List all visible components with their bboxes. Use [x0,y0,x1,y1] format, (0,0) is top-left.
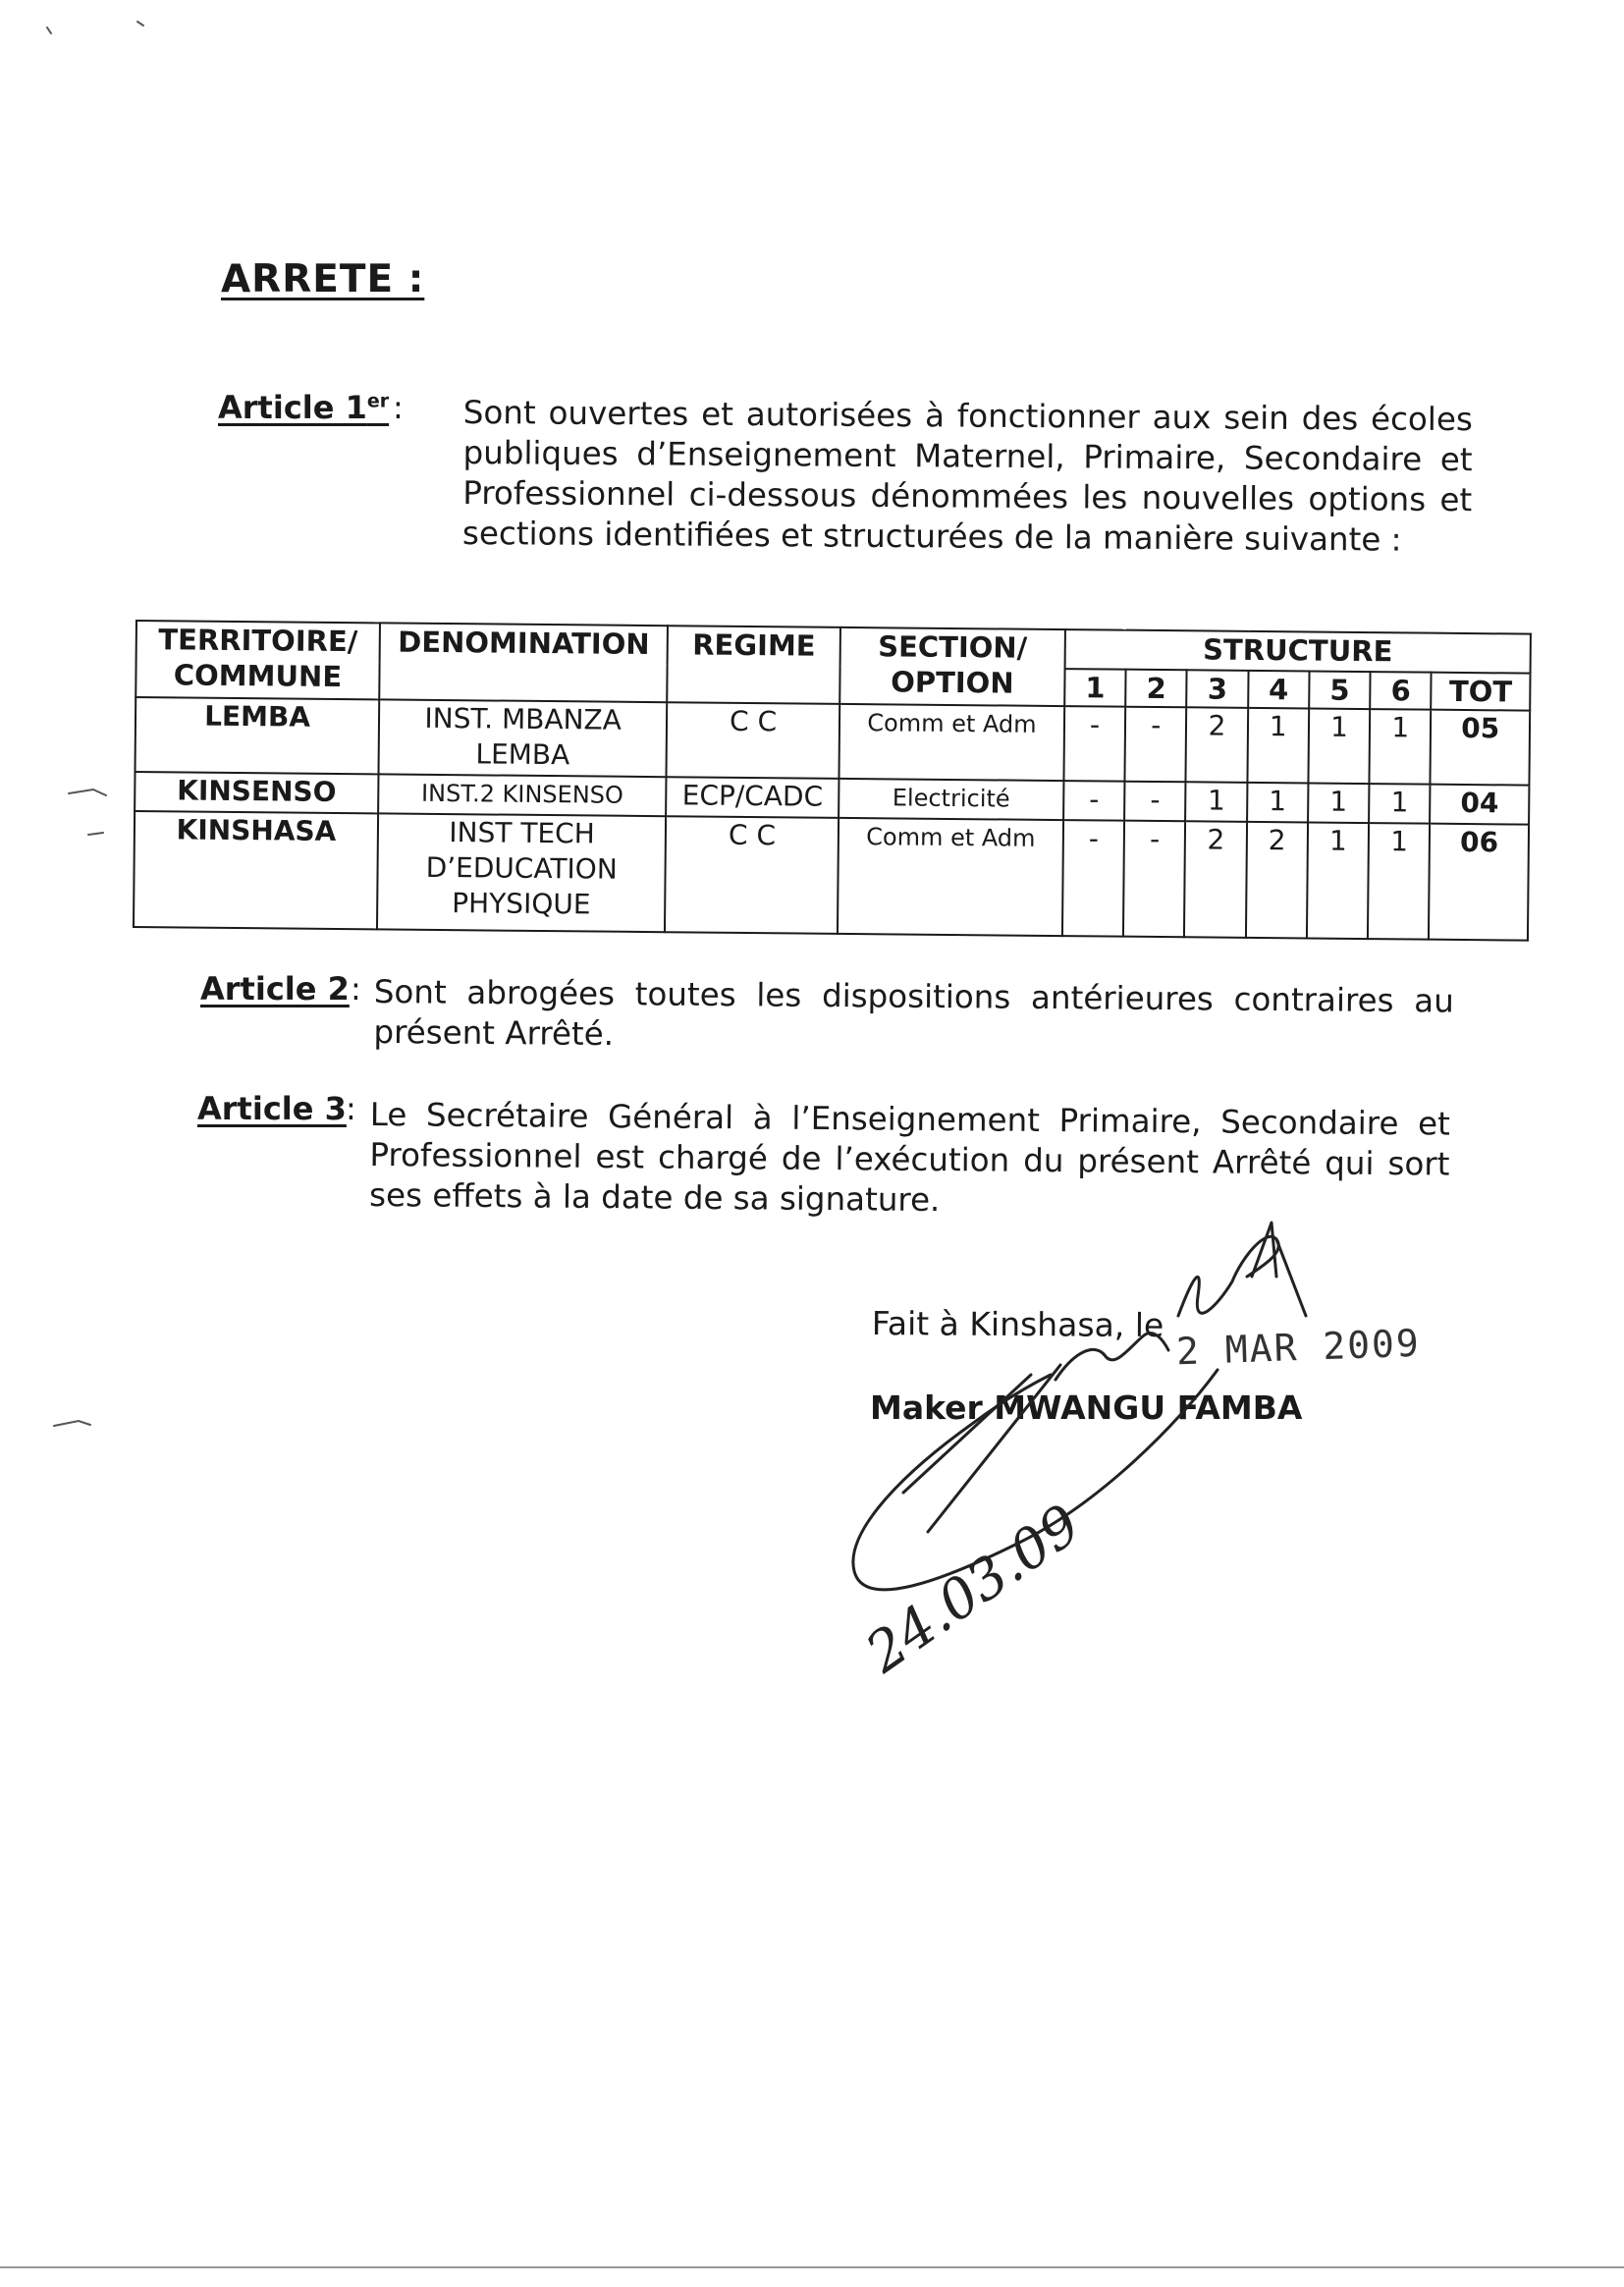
cell-c3: 2 [1184,821,1246,938]
handwritten-date: 24.03.09 [854,1493,1093,1686]
header-col-5: 5 [1309,671,1371,709]
structure-table [133,620,1532,942]
cell-regime: ECP/CADC [666,777,839,818]
cell-denomination: INST TECH D’EDUCATION PHYSIQUE [377,813,666,932]
cell-section: Comm et Adm [839,704,1064,781]
page-title: ARRETE : [221,257,425,301]
cell-tot: 06 [1429,824,1529,941]
cell-territoire: KINSENSO [135,772,378,813]
cell-c2: - [1125,707,1187,783]
header-col-1: 1 [1064,669,1126,707]
signer-name: Maker MWANGU FAMBA [870,1389,1303,1427]
header-regime: REGIME [667,626,839,704]
article-1-text: Sont ouvertes et autorisées à fonctionner aux sein des écoles publiques d’Enseignement Maternel, Primaire, Secondaire et Professionnel ci-dessous dénommées les nouvelles options et sections identifiées et structurées de la manière suivante : [461,393,1473,559]
cell-c4: 2 [1246,822,1308,939]
cell-c5: 1 [1308,783,1370,823]
cell-c4: 1 [1247,783,1309,823]
header-territoire: TERRITOIRE/ COMMUNE [135,621,380,699]
place-date-line: Fait à Kinshasa, le [871,1304,1164,1345]
cell-regime: C C [665,816,839,934]
article-2-label: Article 2 [200,970,350,1007]
cell-c1: - [1063,706,1125,782]
article-3-colon: : [346,1090,356,1127]
header-section-option: SECTION/ OPTION [839,627,1065,706]
header-col-4: 4 [1248,671,1310,709]
cell-c6: 1 [1368,823,1430,940]
cell-denomination: INST. MBANZA LEMBA [379,699,668,777]
cell-c6: 1 [1369,784,1431,824]
cell-c5: 1 [1308,708,1370,784]
table-row [134,811,1529,941]
cell-c2: - [1124,782,1186,822]
cell-c3: 2 [1186,707,1248,783]
cell-tot: 05 [1431,710,1530,786]
cell-regime: C C [667,702,839,779]
header-col-6: 6 [1370,672,1432,710]
article-1-label [218,389,389,426]
article-1-colon: : [393,389,404,426]
scan-edge-line [0,2266,1624,2268]
header-denomination: DENOMINATION [379,623,668,702]
article-3-text: Le Secrétaire Général à l’Enseignement Primaire, Secondaire et Professionnel est chargé de l’exécution du présent Arrêté qui sort ses effets à la date de sa signature. [368,1096,1450,1220]
cell-territoire: KINSHASA [134,811,378,929]
cell-c2: - [1123,821,1185,938]
table-row [135,697,1531,786]
cell-c6: 1 [1370,709,1432,785]
date-stamp: 2 MAR 2009 [1175,1321,1422,1374]
header-structure: STRUCTURE [1064,629,1530,674]
article-1-label-text: Article 1 [218,389,367,426]
header-col-tot: TOT [1432,673,1531,711]
header-col-2: 2 [1125,670,1187,708]
cell-territoire: LEMBA [135,697,380,774]
article-1-label-sup: er [366,390,390,412]
cell-c4: 1 [1247,708,1309,784]
article-2-text: Sont abrogées toutes les dispositions antérieures contraires au présent Arrêté. [373,972,1454,1054]
cell-tot: 04 [1430,785,1529,825]
cell-c1: - [1062,820,1124,937]
cell-denomination: INST.2 KINSENSO [378,774,667,816]
header-col-3: 3 [1187,670,1249,708]
cell-section: Electricité [839,779,1063,820]
cell-section: Comm et Adm [838,818,1063,936]
article-3-label: Article 3 [197,1090,347,1127]
cell-c1: - [1063,781,1125,821]
structure-table-wrapper [133,620,1532,967]
article-2-colon: : [351,970,361,1007]
cell-c5: 1 [1307,822,1369,939]
cell-c3: 1 [1186,782,1248,822]
